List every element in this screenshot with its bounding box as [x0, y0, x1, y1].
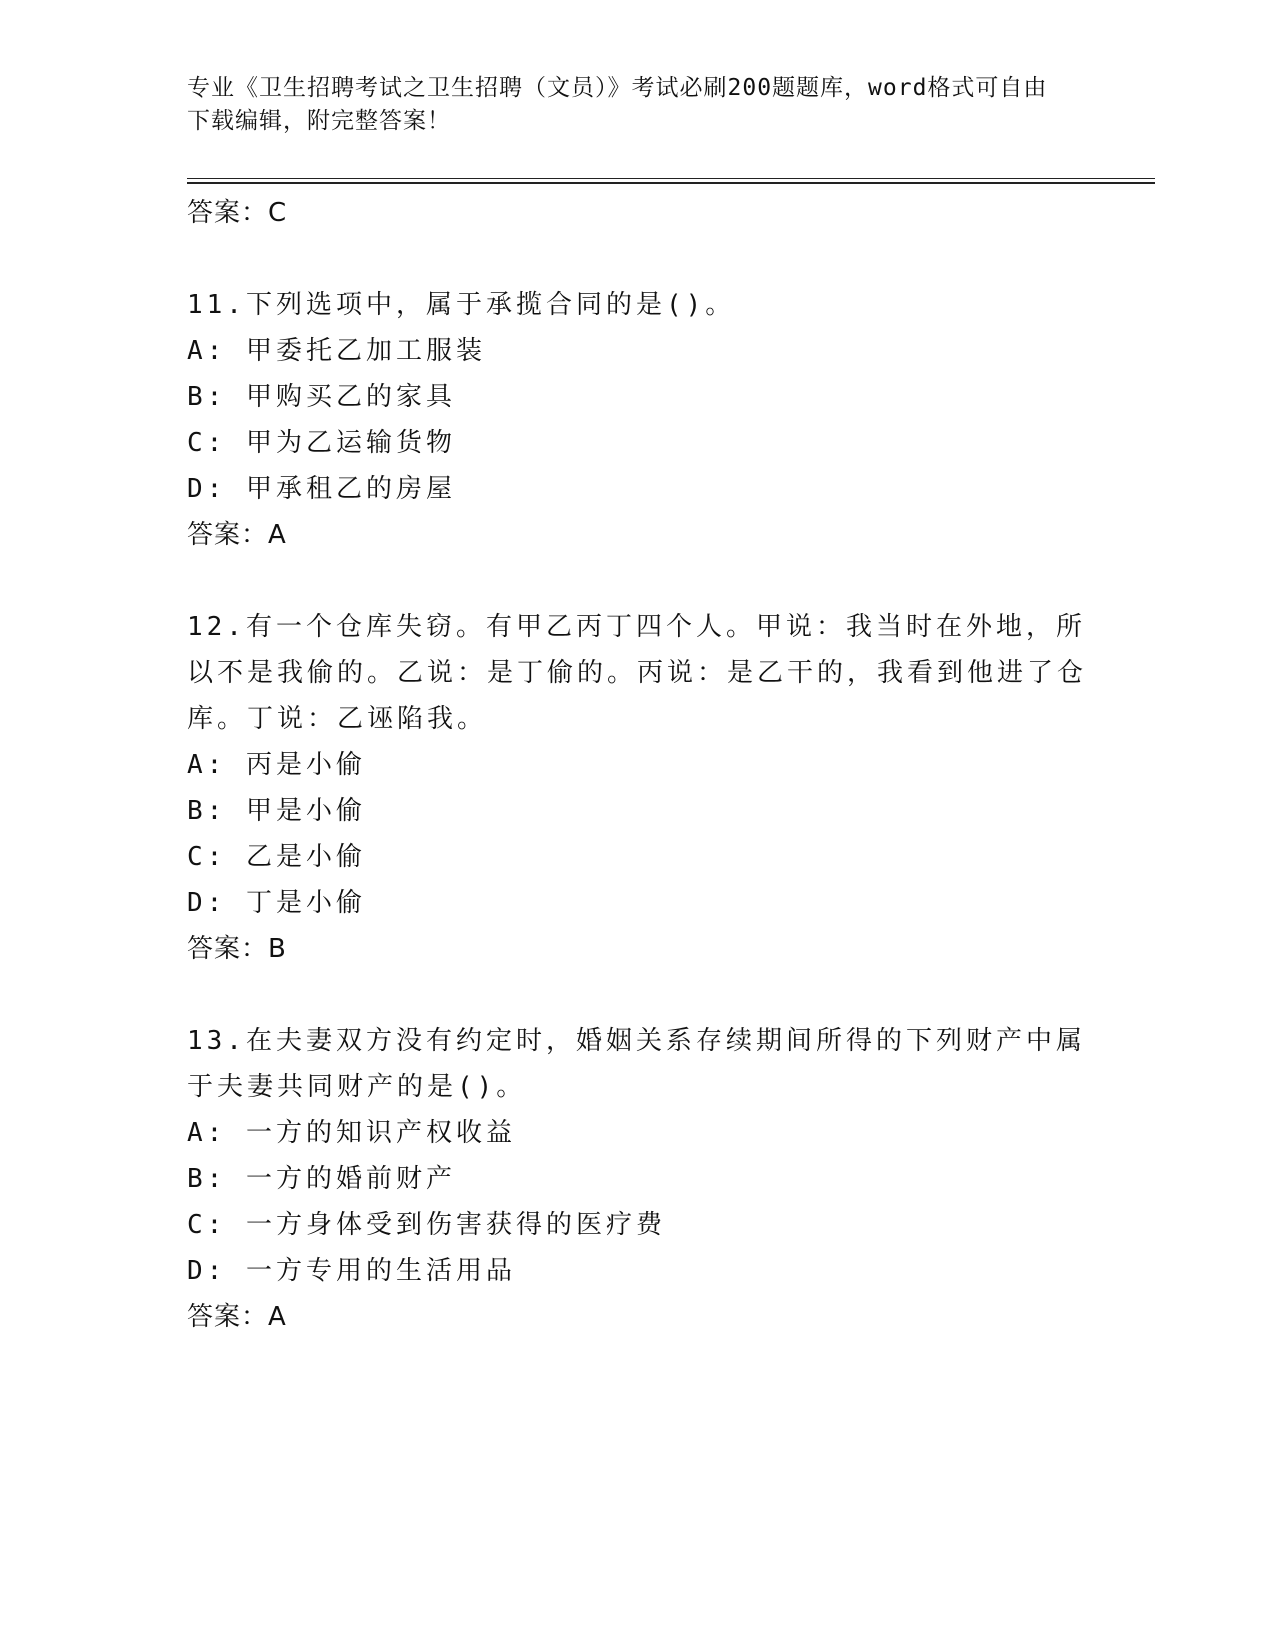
option-b: B: 甲购买乙的家具	[187, 382, 456, 412]
question-item	[187, 282, 1107, 558]
option-b: B: 甲是小偷	[187, 796, 366, 826]
header-divider-thick	[187, 182, 1155, 184]
option-a: A: 一方的知识产权收益	[187, 1118, 516, 1148]
spacer	[187, 972, 1107, 1018]
option-d: D: 丁是小偷	[187, 888, 366, 918]
option-a: A: 丙是小偷	[187, 750, 366, 780]
option-c: C: 一方身体受到伤害获得的医疗费	[187, 1210, 666, 1240]
question-stem: 13.在夫妻双方没有约定时，婚姻关系存续期间所得的下列财产中属于夫妻共同财产的是()。	[187, 1026, 1086, 1102]
option-c: C: 乙是小偷	[187, 842, 366, 872]
option-d: D: 甲承租乙的房屋	[187, 474, 456, 504]
question-item	[187, 604, 1107, 972]
spacer	[187, 558, 1107, 604]
answer-line: 答案：A	[187, 520, 287, 550]
question-stem: 11.下列选项中，属于承揽合同的是()。	[187, 290, 736, 320]
option-d: D: 一方专用的生活用品	[187, 1256, 516, 1286]
option-c: C: 甲为乙运输货物	[187, 428, 456, 458]
answer-line: 答案：B	[187, 934, 287, 964]
option-a: A: 甲委托乙加工服装	[187, 336, 486, 366]
option-b: B: 一方的婚前财产	[187, 1164, 456, 1194]
document-header: 专业《卫生招聘考试之卫生招聘（文员）》考试必刷200题题库，word格式可自由下载编辑，附完整答案！	[187, 75, 1048, 134]
question-item	[187, 1018, 1107, 1340]
question-list	[187, 190, 1107, 1340]
answer-line: 答案：A	[187, 1302, 287, 1332]
header-divider-thin	[187, 178, 1155, 179]
question-stem: 12.有一个仓库失窃。有甲乙丙丁四个人。甲说：我当时在外地，所以不是我偷的。乙说：是丁偷的。丙说：是乙干的，我看到他进了仓库。丁说：乙诬陷我。	[187, 612, 1088, 734]
answer-line: 答案：C	[187, 198, 288, 228]
